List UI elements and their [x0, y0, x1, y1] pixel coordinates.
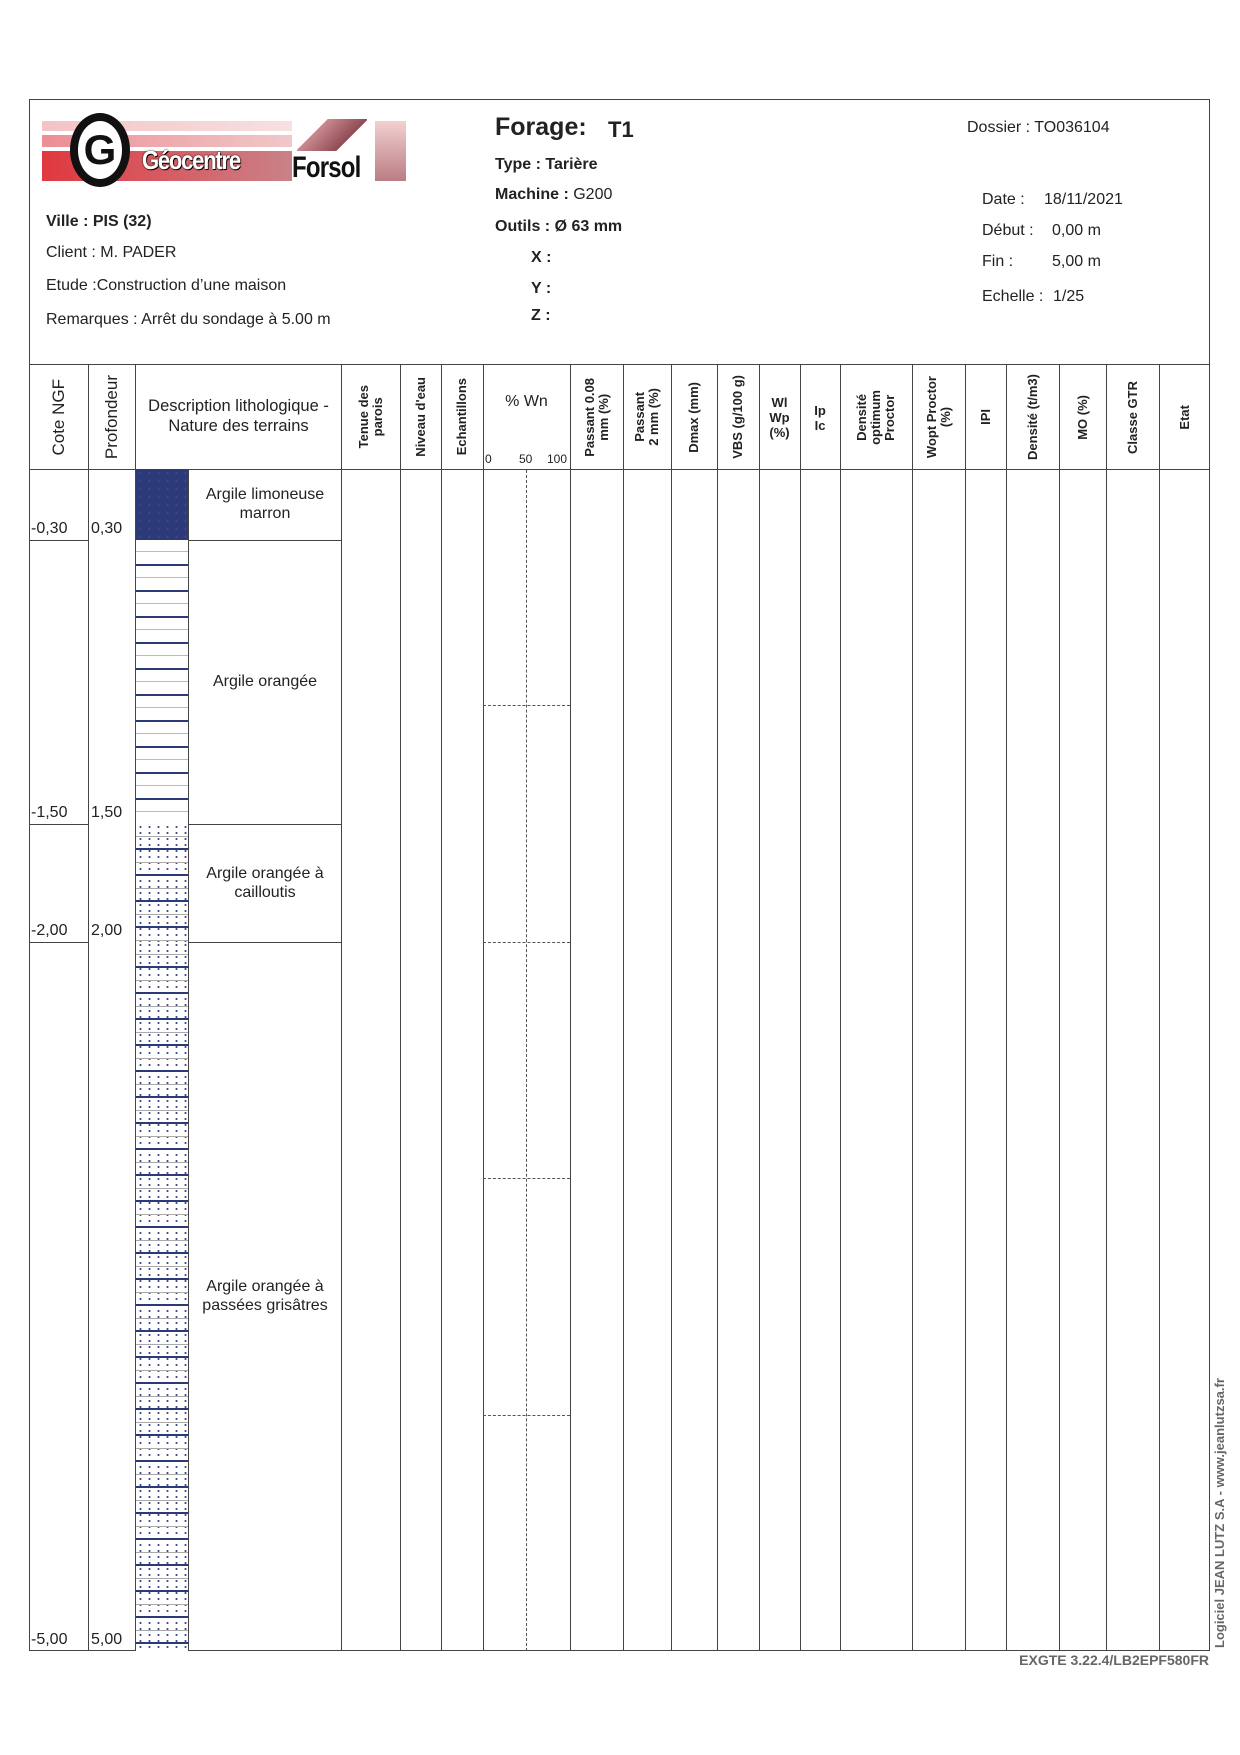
depth-label: 2,00 [91, 921, 123, 939]
depth-label: 1,50 [91, 803, 123, 821]
col-wopt-proctor: Wopt Proctor (%) [923, 375, 953, 459]
debut-value: 0,00 m [1052, 222, 1101, 239]
cote-label: -1,50 [31, 803, 68, 821]
cote-label: -5,00 [31, 1631, 68, 1648]
column-divider [1159, 364, 1160, 1651]
layer-boundary [188, 824, 341, 825]
etude: Etude :Construction d’une maison [46, 277, 287, 294]
client: Client : M. PADER [46, 244, 177, 261]
logo-brand-geocentre: Géocentre [142, 145, 240, 175]
col-wl-wp: Wl Wp (%) [769, 395, 790, 440]
layer-description: Argile orangée à passées grisâtres [202, 1278, 328, 1315]
column-divider [441, 364, 442, 1651]
lithology-pattern [136, 540, 188, 824]
depth-label: 0,30 [91, 519, 123, 537]
wn-depth-gridline [483, 1178, 570, 1179]
column-divider [965, 364, 966, 1651]
dossier: Dossier : TO036104 [967, 119, 1110, 136]
col-mo: MO (%) [1074, 394, 1090, 440]
date-value: 18/11/2021 [1044, 191, 1123, 208]
cote-label: -0,30 [31, 519, 68, 537]
forage-value: T1 [608, 117, 634, 142]
layer-boundary [29, 540, 88, 541]
software-version: EXGTE 3.22.4/LB2EPF580FR [1019, 1652, 1209, 1668]
column-divider [1106, 364, 1107, 1651]
wn-tick-50: 50 [519, 452, 533, 466]
debut-label: Début : [982, 222, 1034, 239]
fin-value: 5,00 m [1052, 253, 1101, 270]
software-credit: Logiciel JEAN LUTZ S.A - www.jeanlutzsa.fr [1212, 1378, 1227, 1648]
col-echantillons: Echantillons [453, 378, 469, 456]
col-ip-ic: Ip Ic [814, 403, 826, 433]
column-divider [623, 364, 624, 1651]
layer-description: Argile limoneuse marron [205, 486, 325, 523]
lithology-pattern [136, 824, 188, 942]
col-description: Description lithologique - Nature des terrains [148, 397, 329, 435]
lithology-pattern [136, 469, 188, 540]
col-classe-gtr: Classe GTR [1124, 380, 1140, 454]
fin-label: Fin : [982, 253, 1014, 270]
coord-x: X : [531, 249, 552, 266]
column-divider [1059, 364, 1060, 1651]
col-dmax: Dmax (mm) [686, 381, 701, 453]
date-label: Date : [982, 191, 1025, 208]
column-divider [188, 469, 189, 1651]
column-divider [341, 364, 342, 1651]
column-divider [671, 364, 672, 1651]
coord-y: Y : [531, 280, 552, 297]
column-divider [570, 364, 571, 1651]
column-divider [800, 364, 801, 1651]
column-divider [840, 364, 841, 1651]
layer-description: Argile orangée [212, 672, 318, 690]
depth-label: 5,00 [91, 1631, 123, 1648]
wn-depth-gridline [483, 705, 570, 706]
layer-boundary [29, 942, 88, 943]
layer-boundary [188, 942, 341, 943]
forage-label: Forage: [495, 113, 587, 141]
col-vbs: VBS (g/100 g) [730, 375, 745, 459]
machine: Machine : G200 [495, 186, 613, 203]
col-etat: Etat [1176, 404, 1192, 430]
type: Type : Tarière [495, 156, 598, 173]
col-cote-ngf: Cote NGF [49, 378, 68, 456]
col-wn: % Wn [505, 393, 548, 410]
column-divider [759, 364, 760, 1651]
col-densite: Densité (t/m3) [1024, 374, 1040, 460]
header-divider [29, 364, 1210, 365]
column-divider [483, 364, 484, 1651]
wn-depth-gridline [483, 942, 570, 943]
col-densite-optimum: Densité optimum Proctor [854, 389, 897, 445]
company-logo [42, 115, 406, 187]
echelle-label: Echelle : [982, 288, 1044, 305]
wn-50-gridline [526, 470, 527, 1651]
column-divider [912, 364, 913, 1651]
wn-tick-0: 0 [485, 452, 492, 466]
echelle-value: 1/25 [1053, 288, 1085, 305]
column-header-divider [29, 469, 1210, 470]
col-tenue-parois: Tenue des parois [355, 385, 385, 449]
coord-z: Z : [531, 307, 551, 324]
col-profondeur: Profondeur [101, 374, 121, 460]
lithology-pattern [136, 942, 188, 1651]
ville: Ville : PIS (32) [46, 213, 152, 230]
column-divider [88, 364, 89, 1651]
remarques: Remarques : Arrêt du sondage à 5.00 m [46, 311, 331, 328]
wn-depth-gridline [483, 1415, 570, 1416]
column-divider [1006, 364, 1007, 1651]
logo-g-mark: G [70, 113, 130, 187]
column-divider [717, 364, 718, 1651]
layer-boundary [29, 824, 88, 825]
outils: Outils : Ø 63 mm [495, 218, 623, 235]
logo-brand-forsol: Forsol [292, 151, 361, 184]
forsol-emblem-icon [297, 119, 367, 151]
column-divider [400, 364, 401, 1651]
wn-tick-100: 100 [547, 452, 568, 466]
col-ipi: IPI [977, 409, 993, 425]
col-niveau-eau: Niveau d'eau [412, 377, 428, 457]
cote-label: -2,00 [31, 921, 68, 939]
layer-description: Argile orangée à cailloutis [206, 864, 324, 901]
layer-boundary [188, 540, 341, 541]
col-passant-2mm: Passant 2 mm (%) [632, 388, 661, 446]
col-passant-008: Passant 0.08 mm (%) [581, 377, 611, 457]
